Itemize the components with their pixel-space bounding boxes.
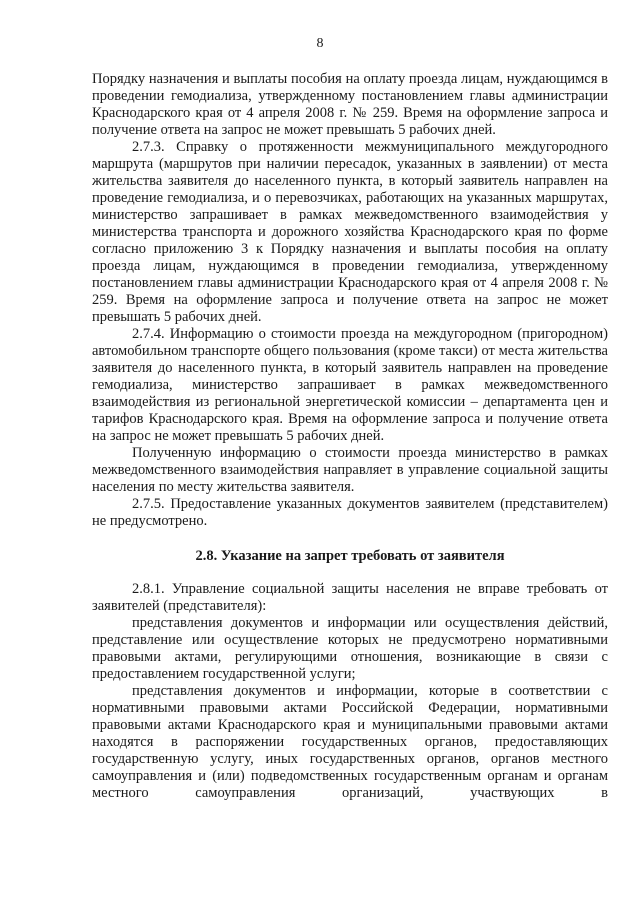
page-number: 8 [316, 36, 324, 51]
section-heading-2-8: 2.8. Указание на запрет требовать от заявителя [195, 548, 505, 564]
paragraph-received-info: Полученную информацию о стоимости проезда министерство в рамках межведомственного взаимодействия направляет в управление социальной защиты населения по месту жительства заявителя. [92, 445, 608, 495]
paragraph-2-7-4: 2.7.4. Информацию о стоимости проезда на междугородном (пригородном) автомобильном транспорте общего пользования (кроме такси) от места жительства заявителя до населенного пункта, в который заявитель направлен на проведение гемодиализа, министерство запрашивает в рамках межведомственного взаимодействия из региональной энергетической комиссии – департамента цен и тарифов Краснодарского края. Время на оформление запроса и получение ответа на запрос не может превышать 5 рабочих дней. [92, 326, 608, 444]
paragraph-2-7-5: 2.7.5. Предоставление указанных документов заявителем (представителем) не предусмотрено. [92, 496, 608, 529]
paragraph-docs-not-required: представления документов и информации или осуществления действий, представление или осуществление которых не предусмотрено нормативными правовыми актами, регулирующими отношения, возникающие в связи с предоставлением государственной услуги; [92, 615, 608, 682]
paragraph-2-7-3: 2.7.3. Справку о протяженности межмуниципального междугородного маршрута (маршрутов при наличии пересадок, указанных в заявлении) от места жительства заявителя до населенного пункта, в который заявитель направлен на проведение гемодиализа, и о перевозчиках, работающих на указанных маршрутах, министерство запрашивает в рамках межведомственного взаимодействия у министерства транспорта и дорожного хозяйства Краснодарского края по форме согласно приложению 3 к Порядку назначения и выплаты пособия на оплату проезда лицам, нуждающимся в проведении гемодиализа, утвержденному постановлением главы администрации Краснодарского края от 4 апреля 2008 г. № 259. Время на оформление запроса и получение ответа на запрос не может превышать 5 рабочих дней. [92, 139, 608, 325]
paragraph-docs-in-possession: представления документов и информации, которые в соответствии с нормативными правовыми актами Российской Федерации, нормативными правовыми актами Краснодарского края и муниципальными правовыми актами находятся в распоряжении государственных органов, предоставляющих государственную услугу, иных государственных органов, органов местного самоуправления и (или) подведомственных государственным органам и органам местного самоуправления организаций, участвующих в [92, 683, 608, 801]
paragraph-2-8-1: 2.8.1. Управление социальной защиты населения не вправе требовать от заявителей (представителя): [92, 581, 608, 614]
paragraph-continuation: Порядку назначения и выплаты пособия на оплату проезда лицам, нуждающимся в проведении гемодиализа, утвержденному постановлением главы администрации Краснодарского края от 4 апреля 2008 г. № 259. Время на оформление запроса и получение ответа на запрос не может превышать 5 рабочих дней. [92, 71, 608, 138]
page-body [92, 71, 608, 802]
